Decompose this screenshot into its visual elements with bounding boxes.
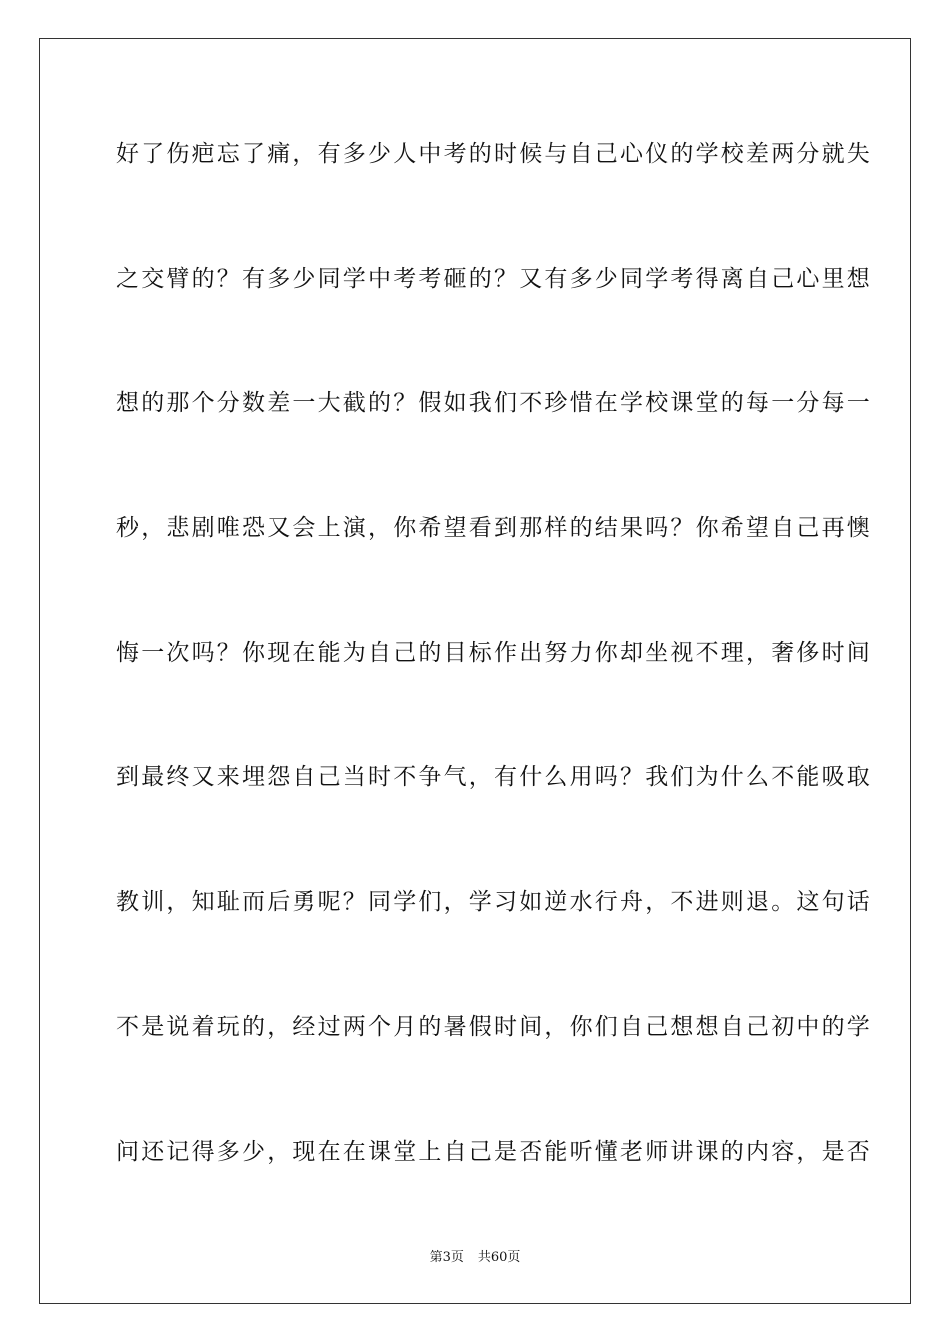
page-number: 第3页 (429, 1250, 464, 1265)
body-line: 到最终又来埋怨自己当时不争气，有什么用吗？我们为什么不能吸取 (116, 764, 872, 791)
body-line: 好了伤疤忘了痛，有多少人中考的时候与自己心仪的学校差两分就失 (116, 141, 872, 167)
body-text (116, 130, 872, 1252)
page-total: 共60页 (477, 1250, 521, 1265)
page-footer (0, 1246, 950, 1265)
body-line: 之交臂的？有多少同学中考考砸的？又有多少同学考得离自己心里想 (116, 265, 872, 292)
body-line: 悔一次吗？你现在能为自己的目标作出努力你却坐视不理，奢侈时间 (116, 639, 872, 666)
body-line: 问还记得多少，现在在课堂上自己是否能听懂老师讲课的内容，是否 (116, 1138, 872, 1165)
body-line: 秒，悲剧唯恐又会上演，你希望看到那样的结果吗？你希望自己再懊 (116, 515, 872, 542)
body-line: 不是说着玩的，经过两个月的暑假时间，你们自己想想自己初中的学 (116, 1013, 872, 1040)
body-line: 想的那个分数差一大截的？假如我们不珍惜在学校课堂的每一分每一 (116, 390, 872, 417)
body-line: 教训，知耻而后勇呢？同学们，学习如逆水行舟，不进则退。这句话 (116, 889, 872, 916)
